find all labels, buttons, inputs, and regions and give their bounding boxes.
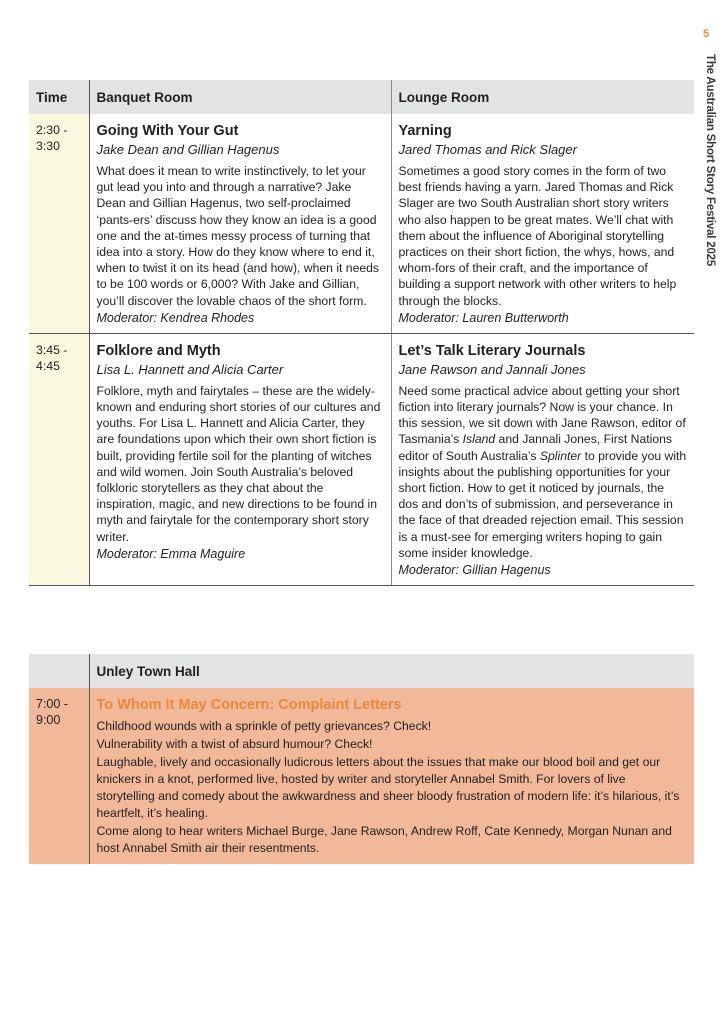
schedule-table-afternoon xyxy=(29,80,694,586)
table-header-row xyxy=(29,80,694,114)
description-text: to provide you with insights about the publishing opportunities for your short fiction. How to get it noticed by journals, the dos and don’ts of submission, and perseverance in the face of that dreaded rejection email. This session is a must-see for emerging writers hoping to gain some insider knowledge. xyxy=(398,448,687,560)
session-title: Let’s Talk Literary Journals xyxy=(398,342,586,359)
time-cell xyxy=(29,333,89,585)
time-range: 2:30 - 3:30 xyxy=(36,123,68,154)
journal-name-island: Island xyxy=(462,432,496,447)
session-title: Folklore and Myth xyxy=(96,342,221,359)
time-cell xyxy=(29,688,89,864)
page-number: 5 xyxy=(702,28,710,40)
time-range: 7:00 - 9:00 xyxy=(36,697,68,727)
session-moderator: Moderator: Gillian Hagenus xyxy=(398,563,551,578)
description-text: Need some practical advice about getting your short fiction into literary journals? Now is your chance. In this session, we sit down with Jane Rawson, editor of Tasmania’s xyxy=(398,383,686,447)
table-row xyxy=(29,114,694,333)
session-title: To Whom It May Concern: Complaint Letters xyxy=(96,697,402,713)
session-cell xyxy=(391,114,694,333)
session-description xyxy=(399,383,688,561)
session-paragraph: Laughable, lively and occasionally ludicrous letters about the issues that make our blood boil and get our knickers in a knot, performed live, hosted by writer and storyteller Annabel Smith. For lovers of live storytelling and comedy about the awkwardness and sheer bloody frustration of modern life: it’s hilarious, it’s heartfelt, it’s healing. xyxy=(96,755,680,820)
header-time xyxy=(29,654,89,688)
session-description: Folklore, myth and fairytales – these are the widely-known and enduring short stories of our cultures and youths. For Lisa L. Hannett and Alicia Carter, they are foundations upon which their own short fiction is built, providing fertile soil for the planting of witches and wild women. Join South Australia’s beloved folkloric storytellers as they chat about the inspiration, magic, and new directions to be found in myth and fairytale for the contemporary short story writer. xyxy=(96,383,381,544)
schedule-table-evening xyxy=(29,654,694,864)
session-paragraph: Vulnerability with a twist of absurd humour? Check! xyxy=(96,737,373,751)
table-row xyxy=(29,333,694,585)
header-unley-town-hall: Unley Town Hall xyxy=(89,654,694,688)
session-cell xyxy=(391,333,694,585)
session-title: Yarning xyxy=(398,123,452,139)
session-moderator: Moderator: Lauren Butterworth xyxy=(398,310,569,325)
session-description: Sometimes a good story comes in the form of two best friends having a yarn. Jared Thomas and Rick Slager are two South Australian short story writers who also happen to be great mates. We’ll chat with them about the influence of Aboriginal storytelling practices on their short fiction, the whys, hows, and whom-fors of their craft, and the importance of building a support network with other writers to help through the blocks. xyxy=(398,164,677,308)
session-speakers: Jake Dean and Gillian Hagenus xyxy=(96,142,280,157)
session-speakers: Jared Thomas and Rick Slager xyxy=(398,142,577,157)
session-cell xyxy=(89,114,391,333)
session-cell xyxy=(89,333,391,585)
session-paragraph: Childhood wounds with a sprinkle of petty grievances? Check! xyxy=(96,719,432,733)
session-moderator: Moderator: Emma Maguire xyxy=(96,546,246,561)
session-moderator: Moderator: Kendrea Rhodes xyxy=(96,310,255,325)
header-banquet-room: Banquet Room xyxy=(89,80,391,114)
session-cell xyxy=(89,688,694,864)
table-header-row xyxy=(29,654,694,688)
session-speakers: Lisa L. Hannett and Alicia Carter xyxy=(96,361,284,377)
session-description: What does it mean to write instinctively, to let your gut lead you into and through a narrative? Jake Dean and Gillian Hagenus, two self-proclaimed ‘pants-ers’ discuss how they know an idea is a good one and the at-times messy process of turning that idea into a story. How do they know where to end it, when to twist it on its head (and how), when it needs to be 100 words or 6,000? With Jake and Gillian, you’ll discover the lovable chaos of the short form. xyxy=(96,164,380,308)
side-header xyxy=(696,28,716,267)
session-paragraph: Come along to hear writers Michael Burge, Jane Rawson, Andrew Roff, Cate Kennedy, Morgan Nunan and host Annabel Smith air their resentments. xyxy=(96,824,672,855)
header-time: Time xyxy=(29,80,89,114)
description-text: and Jannali Jones, First Nations editor of South Australia’s xyxy=(398,432,672,463)
journal-name-splinter: Splinter xyxy=(539,448,582,463)
session-title: Going With Your Gut xyxy=(96,123,239,139)
running-title: The Australian Short Story Festival 2025 xyxy=(704,54,716,267)
session-speakers: Jane Rawson and Jannali Jones xyxy=(398,361,586,377)
header-lounge-room: Lounge Room xyxy=(391,80,694,114)
table-row xyxy=(29,688,694,864)
time-cell xyxy=(29,114,89,333)
time-range: 3:45 - 4:45 xyxy=(36,342,68,374)
